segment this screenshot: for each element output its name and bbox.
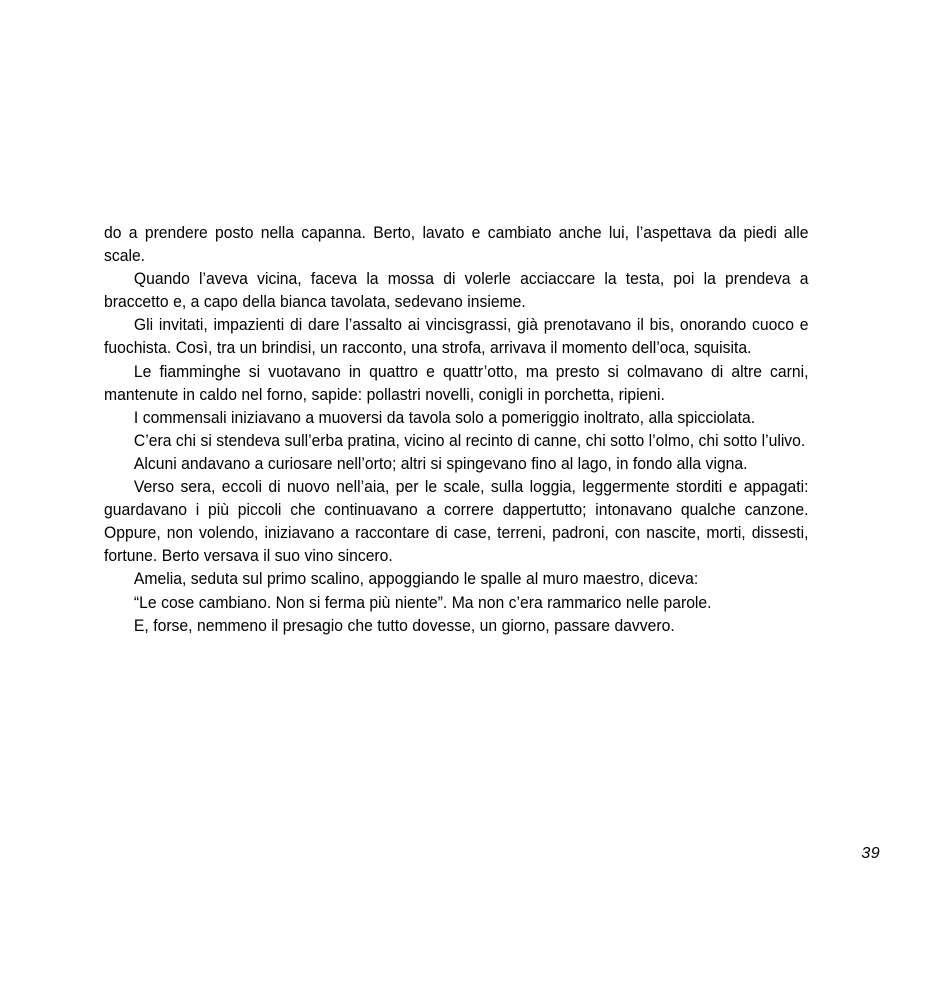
paragraph-1: do a prendere posto nella capanna. Berto, lavato e cambiato anche lui, l’aspettava da piedi alle scale. <box>104 224 809 266</box>
paragraph-11: E, forse, nemmeno il presagio che tutto dovesse, un giorno, passare davvero. <box>133 616 675 635</box>
paragraph-8: Verso sera, eccoli di nuovo nell’aia, per le scale, sulla loggia, leggermente storditi e appagati: guardavano i più piccoli che continuavano a correre dappertutto; intonavano qualche canzone. Oppure, non volendo, iniziavano a raccontare di case, terreni, padroni, con nascite, morti, dissesti, fortune. Berto versava il suo vino sincero. <box>104 478 809 566</box>
paragraph-2: Quando l’aveva vicina, faceva la mossa di volerle acciaccare la testa, poi la prendeva a braccetto e, a capo della bianca tavolata, sedevano insieme. <box>104 270 809 312</box>
paragraph-5: I commensali iniziavano a muoversi da tavola solo a pomeriggio inoltrato, alla spicciolata. <box>133 408 756 427</box>
page-number: 39 <box>861 845 880 862</box>
paragraph-9: Amelia, seduta sul primo scalino, appoggiando le spalle al muro maestro, diceva: <box>133 570 699 589</box>
paragraph-4: Le fiamminghe si vuotavano in quattro e quattr’otto, ma presto si colmavano di altre carni, mantenute in caldo nel forno, sapide: pollastri novelli, conigli in porchetta, ripieni. <box>104 362 809 404</box>
paragraph-10: “Le cose cambiano. Non si ferma più niente”. Ma non c’era rammarico nelle parole. <box>133 593 712 612</box>
paragraph-6: C’era chi si stendeva sull’erba pratina, vicino al recinto di canne, chi sotto l’olmo, chi sotto l’ulivo. <box>133 431 806 450</box>
paragraph-3: Gli invitati, impazienti di dare l’assalto ai vincisgrassi, già prenotavano il bis, onorando cuoco e fuochista. Così, tra un brindisi, un racconto, una strofa, arrivava il momento dell’oca, squisita. <box>104 316 809 358</box>
paragraph-7: Alcuni andavano a curiosare nell’orto; altri si spingevano fino al lago, in fondo alla vigna. <box>133 454 748 473</box>
page-text-block <box>104 222 808 638</box>
